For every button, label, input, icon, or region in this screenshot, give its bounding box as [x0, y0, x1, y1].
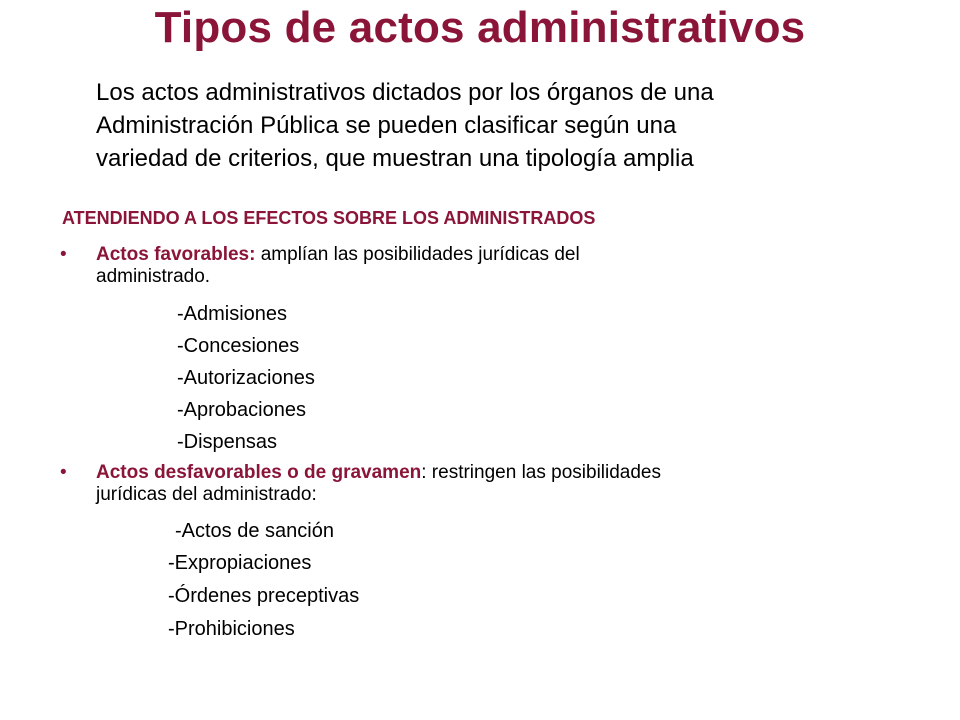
intro-line-3: variedad de criterios, que muestran una tipología amplia	[96, 145, 694, 172]
list-item-dispensas: -Dispensas	[177, 431, 278, 453]
bullet-favorables-text	[96, 244, 926, 288]
page-title: Tipos de actos administrativos	[154, 3, 806, 52]
bullet-desfavorables-desc: : restringen las posibilidades	[421, 462, 661, 483]
intro-paragraph	[96, 76, 946, 175]
bullet-desfavorables-lead: Actos desfavorables o de gravamen	[96, 462, 422, 483]
bullet-favorables-desc: amplían las posibilidades jurídicas del	[255, 244, 580, 265]
list-item-expropiaciones: -Expropiaciones	[168, 552, 312, 574]
list-item-autorizaciones: -Autorizaciones	[177, 367, 315, 389]
intro-line-1: Los actos administrativos dictados por los órganos de una	[96, 79, 714, 106]
bullet-dot-icon: •	[60, 244, 67, 265]
bullet-desfavorables-line-1	[96, 462, 926, 484]
list-item-actos-sancion: -Actos de sanción	[175, 520, 334, 542]
bullet-favorables-line-1	[96, 244, 926, 266]
list-item-concesiones: -Concesiones	[177, 335, 300, 357]
intro-line-2: Administración Pública se pueden clasificar según una	[96, 112, 677, 139]
bullet-desfavorables-text	[96, 462, 926, 506]
section-heading: ATENDIENDO A LOS EFECTOS SOBRE LOS ADMINISTRADOS	[62, 208, 596, 228]
bullet-favorables-lead: Actos favorables:	[96, 244, 256, 265]
list-item-aprobaciones: -Aprobaciones	[177, 399, 306, 421]
list-item-prohibiciones: -Prohibiciones	[168, 618, 295, 640]
list-item-admisiones: -Admisiones	[177, 303, 288, 325]
bullet-dot-icon: •	[60, 462, 67, 483]
list-item-ordenes-preceptivas: -Órdenes preceptivas	[168, 585, 360, 607]
bullet-desfavorables-line-2: jurídicas del administrado:	[96, 484, 317, 505]
bullet-favorables-line-2: administrado.	[96, 266, 211, 287]
